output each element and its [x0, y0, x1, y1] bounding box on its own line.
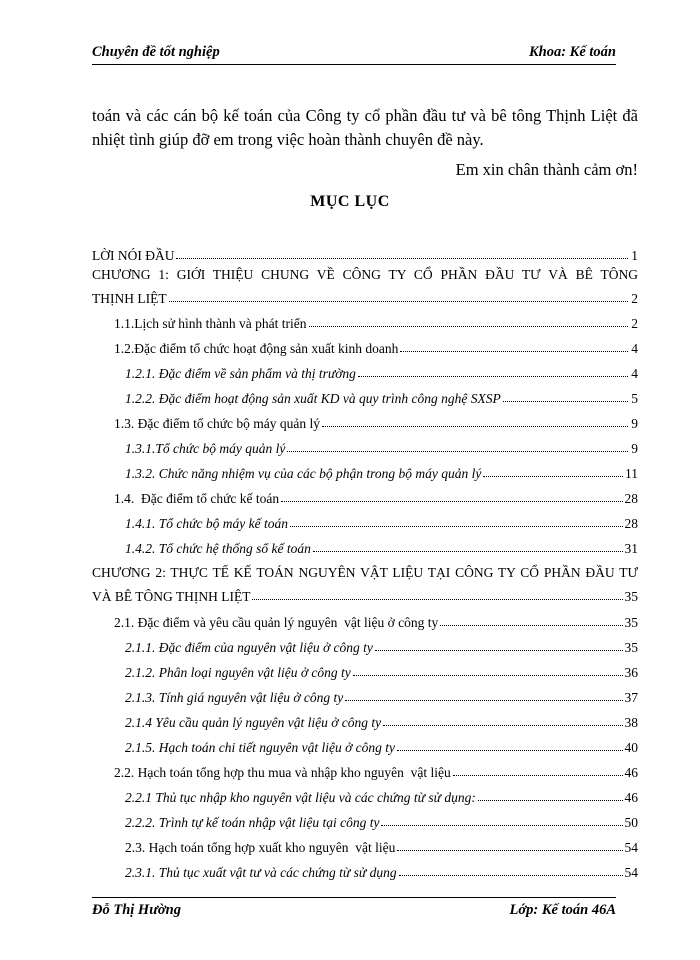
dot-leader — [381, 825, 622, 826]
toc-entry[interactable] — [92, 537, 638, 557]
thanks-line: Em xin chân thành cảm ơn! — [455, 160, 638, 179]
toc-entry[interactable] — [92, 786, 638, 806]
toc-entry-title: 2.1.3. Tính giá nguyên vật liệu ở công ty — [125, 690, 344, 705]
toc-entry[interactable] — [92, 387, 638, 407]
toc-entry-title: CHƯƠNG 2: THỰC TẾ KẾ TOÁN NGUYÊN VẬT LIỆU TẠI CÔNG TY CỔ PHẦN ĐẦU TƯ — [92, 565, 638, 580]
dot-leader — [483, 476, 623, 477]
dot-leader — [358, 376, 628, 377]
toc-entry[interactable] — [92, 362, 638, 382]
intro-line: nhiệt tình giúp đỡ em trong việc hoàn thành chuyên đề này. — [92, 130, 484, 149]
toc-entry-page: 46 — [624, 790, 638, 805]
toc-entry-title: 2.3.1. Thủ tục xuất vật tư và các chứng từ sử dụng — [125, 865, 397, 880]
toc-entry-title: 2.1.5. Hạch toán chi tiết nguyên vật liệu ở công ty — [125, 740, 396, 755]
dot-leader — [478, 800, 623, 801]
dot-leader — [322, 426, 628, 427]
toc-entry-page: 46 — [624, 765, 638, 780]
toc-entry-page: 38 — [624, 715, 638, 730]
dot-leader — [375, 650, 623, 651]
toc-entry-page: 35 — [624, 640, 638, 655]
toc-entry-title: 2.1.2. Phân loại nguyên vật liệu ở công ty — [125, 665, 351, 680]
toc-entry[interactable] — [92, 761, 638, 781]
toc-entry-title: 1.3.1.Tổ chức bộ máy quản lý — [125, 441, 286, 456]
toc-entry-page: 2 — [631, 316, 638, 331]
toc-entry-page: 11 — [625, 466, 638, 481]
toc-entry-page: 5 — [631, 391, 638, 406]
dot-leader — [281, 501, 622, 502]
dot-leader — [309, 326, 628, 327]
toc-entry-title: 2.2. Hạch toán tổng hợp thu mua và nhập kho nguyên vật liệu — [114, 765, 451, 780]
toc-entry-title: 1.2.1. Đặc điểm về sản phẩm và thị trường — [125, 366, 356, 381]
header-right: Khoa: Kế toán — [528, 44, 616, 60]
intro-line: toán và các cán bộ kế toán của Công ty cổ phần đầu tư và bê tông Thịnh Liệt đã — [92, 106, 638, 125]
dot-leader — [397, 750, 622, 751]
toc-entry[interactable] — [92, 412, 638, 432]
toc-entry[interactable] — [92, 611, 638, 631]
toc-entry-page: 9 — [631, 416, 638, 431]
toc-entry[interactable] — [92, 512, 638, 532]
toc-entry[interactable] — [92, 244, 638, 264]
toc-entry[interactable] — [92, 585, 638, 605]
toc-entry-title: 2.2.2. Trình tự kế toán nhập vật liệu tại công ty — [125, 815, 380, 830]
dot-leader — [400, 351, 628, 352]
toc-entry-page: 35 — [624, 589, 638, 604]
dot-leader — [383, 725, 622, 726]
intro-paragraph — [92, 104, 638, 152]
toc-entry[interactable] — [92, 337, 638, 357]
dot-leader — [287, 451, 628, 452]
toc-entry-page: 35 — [624, 615, 638, 630]
toc-entry-title: 1.2.2. Đặc điểm hoạt động sản xuất KD và quy trình công nghệ SXSP — [125, 391, 501, 406]
toc-entry-title: THỊNH LIỆT — [92, 291, 167, 306]
toc-entry[interactable] — [92, 711, 638, 731]
toc-entry-title: 1.1.Lịch sử hình thành và phát triển — [114, 316, 307, 331]
header-rule — [92, 64, 616, 65]
toc-entry-title: 1.3.2. Chức năng nhiệm vụ của các bộ phận trong bộ máy quản lý — [125, 466, 482, 481]
toc-entry-page: 54 — [624, 840, 638, 855]
dot-leader — [503, 401, 628, 402]
toc-entry-page: 1 — [631, 248, 638, 263]
toc-entry-chapter2-line1[interactable] — [92, 565, 638, 585]
dot-leader — [397, 850, 622, 851]
toc-entry-page: 36 — [624, 665, 638, 680]
toc-entry[interactable] — [92, 661, 638, 681]
toc-entry-title: 2.1.1. Đặc điểm của nguyên vật liệu ở công ty — [125, 640, 373, 655]
toc-entry[interactable] — [92, 636, 638, 656]
toc-entry[interactable] — [92, 462, 638, 482]
toc-entry-page: 31 — [624, 541, 638, 556]
dot-leader — [440, 625, 622, 626]
toc-entry-page: 40 — [624, 740, 638, 755]
toc-entry[interactable] — [92, 811, 638, 831]
toc-entry[interactable] — [92, 686, 638, 706]
page-header — [92, 44, 616, 64]
dot-leader — [345, 700, 622, 701]
toc-entry-chapter1-line1[interactable] — [92, 267, 638, 287]
toc-entry-title: 1.4. Đặc điểm tổ chức kế toán — [114, 491, 280, 506]
toc-entry-page: 50 — [624, 815, 638, 830]
toc-entry-title: 1.4.2. Tổ chức hệ thống sổ kế toán — [125, 541, 311, 556]
dot-leader — [453, 775, 623, 776]
toc-entry[interactable] — [92, 836, 638, 856]
toc-entry-title: LỜI NÓI ĐẦU — [92, 248, 175, 263]
toc-entry-page: 37 — [624, 690, 638, 705]
dot-leader — [399, 875, 623, 876]
toc-entry[interactable] — [92, 287, 638, 307]
toc-entry-title: 2.3. Hạch toán tổng hợp xuất kho nguyên vật liệu — [125, 840, 396, 855]
dot-leader — [252, 599, 622, 600]
dot-leader — [353, 675, 623, 676]
toc-entry-title: 2.2.1 Thủ tục nhập kho nguyên vật liệu và các chứng từ sử dụng: — [125, 790, 476, 805]
toc-entry-title: 1.2.Đặc điểm tổ chức hoạt động sản xuất kinh doanh — [114, 341, 399, 356]
toc-entry[interactable] — [92, 736, 638, 756]
footer-rule — [92, 897, 616, 898]
header-left: Chuyên đề tốt nghiệp — [92, 44, 220, 60]
toc-entry-title: 1.3. Đặc điểm tổ chức bộ máy quản lý — [114, 416, 321, 431]
toc-entry-page: 28 — [624, 491, 638, 506]
dot-leader — [169, 301, 628, 302]
dot-leader — [176, 258, 628, 259]
toc-entry-page: 4 — [631, 366, 638, 381]
toc-entry-title: 1.4.1. Tổ chức bộ máy kế toán — [125, 516, 288, 531]
dot-leader — [313, 551, 623, 552]
footer-author: Đỗ Thị Hường — [92, 902, 181, 918]
toc-entry-page: 4 — [631, 341, 638, 356]
toc-entry[interactable] — [92, 312, 638, 332]
toc-entry-page: 2 — [631, 291, 638, 306]
toc-title: MỤC LỤC — [310, 193, 390, 210]
toc-entry-title: 2.1. Đặc điểm và yêu cầu quản lý nguyên vật liệu ở công ty — [114, 615, 439, 630]
toc-entry-title: CHƯƠNG 1: GIỚI THIỆU CHUNG VỀ CÔNG TY CỔ PHẦN ĐẦU TƯ VÀ BÊ TÔNG — [92, 267, 638, 282]
toc-entry[interactable] — [92, 437, 638, 457]
footer-class: Lớp: Kế toán 46A — [509, 902, 616, 918]
toc-entry-title: 2.1.4 Yêu cầu quản lý nguyên vật liệu ở công ty — [125, 715, 382, 730]
toc-entry-title: VÀ BÊ TÔNG THỊNH LIỆT — [92, 589, 251, 604]
toc-entry-page: 9 — [631, 441, 638, 456]
toc-entry-page: 54 — [624, 865, 638, 880]
toc-entry[interactable] — [92, 861, 638, 881]
toc-entry-page: 28 — [624, 516, 638, 531]
dot-leader — [290, 526, 623, 527]
toc-entry[interactable] — [92, 487, 638, 507]
